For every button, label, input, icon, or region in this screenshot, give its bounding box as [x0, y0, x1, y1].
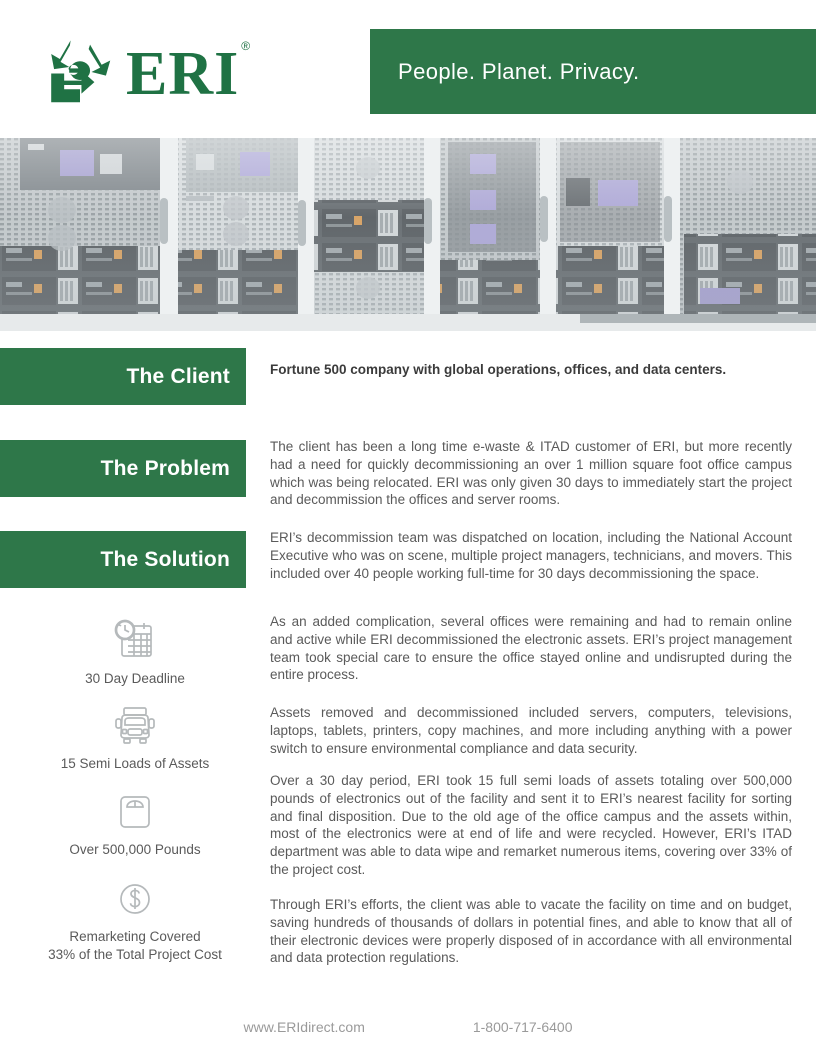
section-header-client-label: The Client [126, 364, 230, 388]
section-header-problem-label: The Problem [100, 456, 230, 480]
tagline-text: People. Planet. Privacy. [398, 58, 640, 84]
registered-mark: ® [241, 39, 252, 54]
dollar-circle-icon-svg [114, 880, 156, 920]
problem-paragraph: The client has been a long time e-waste & ITAD customer of ERI, but more recently had a need for quickly decommissioning an over 1 million square foot office campus which was being relocated. ERI was only given 30 days to immediately start the project and decommission the offices and server rooms. [270, 439, 792, 508]
footer-phone[interactable]: 1-800-717-6400 [472, 1019, 573, 1035]
stat-item-remarketing-label-1: Remarketing Covered [69, 929, 201, 944]
solution-paragraph-1: ERI’s decommission team was dispatched on location, including the National Account Executive who was on scene, multiple project managers, technicians, and movers. This included over 40 people working full-time for 30 days decommissioning the space. [270, 530, 792, 581]
page-header [0, 0, 816, 138]
recycle-e-icon [44, 36, 116, 108]
server-racks-photo [0, 138, 816, 331]
problem-description [270, 438, 792, 509]
brand-wordmark [126, 39, 252, 108]
section-header-client [0, 348, 246, 405]
solution-paragraph-5: Through ERI’s efforts, the client was able to vacate the facility on time and on budget, saving hundreds of thousands of dollars in potential fines, and able to know that all of their electronic devices were properly disposed of in accordance with all environmental and data protection regulations. [270, 897, 792, 966]
section-header-problem [0, 440, 246, 497]
stat-item-pounds [0, 793, 270, 859]
stat-item-deadline-label: 30 Day Deadline [85, 671, 185, 686]
footer-website[interactable]: www.ERIdirect.com [243, 1019, 365, 1035]
solution-paragraph-3-wrap [270, 704, 792, 757]
stat-item-remarketing [0, 880, 270, 964]
dollar-circle-icon [0, 880, 270, 920]
solution-paragraph-4: Over a 30 day period, ERI took 15 full semi loads of assets totaling over 500,000 pounds of electronics out of the facility and sent it to ERI’s nearest facility for sorting and final disposition. Due to the old age of the office campus and the assets within, most of the electronics were at end of life and were recycled. However, ERI’s ITAD department was able to data wipe and remarket numerous items, covering over 33% of the project cost. [270, 773, 792, 878]
solution-paragraph-5-wrap [270, 896, 792, 967]
page-footer [0, 1012, 816, 1042]
solution-paragraph-4-wrap [270, 772, 792, 879]
semi-truck-icon [0, 705, 270, 747]
server-racks-illustration [0, 138, 816, 331]
section-header-solution [0, 531, 246, 588]
solution-paragraph-1-wrap [270, 529, 792, 582]
calendar-clock-icon-svg [111, 618, 159, 662]
client-description-text: Fortune 500 company with global operations, offices, and data centers. [270, 362, 727, 377]
stat-item-semi-loads [0, 705, 270, 773]
weight-scale-icon [0, 793, 270, 833]
brand-logo [44, 36, 252, 108]
section-header-solution-label: The Solution [100, 547, 230, 571]
recycle-e-icon-svg [44, 36, 116, 108]
stat-item-semi-loads-label: 15 Semi Loads of Assets [60, 756, 210, 771]
solution-paragraph-2-wrap [270, 613, 792, 684]
stat-item-pounds-label: Over 500,000 Pounds [69, 842, 201, 857]
solution-paragraph-2: As an added complication, several offices were remaining and had to remain online and active while ERI decommissioned the electronic assets. ERI’s project management team took special care to ensure the office stayed online and undisrupted during the entire process. [270, 614, 792, 683]
client-description [270, 360, 792, 380]
stat-item-deadline [0, 618, 270, 688]
brand-wordmark-text: ERI [126, 40, 240, 108]
calendar-clock-icon [0, 618, 270, 662]
tagline-banner [370, 29, 816, 114]
solution-paragraph-3: Assets removed and decommissioned included servers, computers, televisions, laptops, tablets, printers, copy machines, and more including anything with a power switch to ensure environmental compliance and data security. [270, 705, 792, 756]
stat-item-remarketing-label-2: 33% of the Total Project Cost [48, 946, 222, 962]
semi-truck-icon-svg [113, 705, 157, 747]
weight-scale-icon-svg [114, 793, 156, 833]
